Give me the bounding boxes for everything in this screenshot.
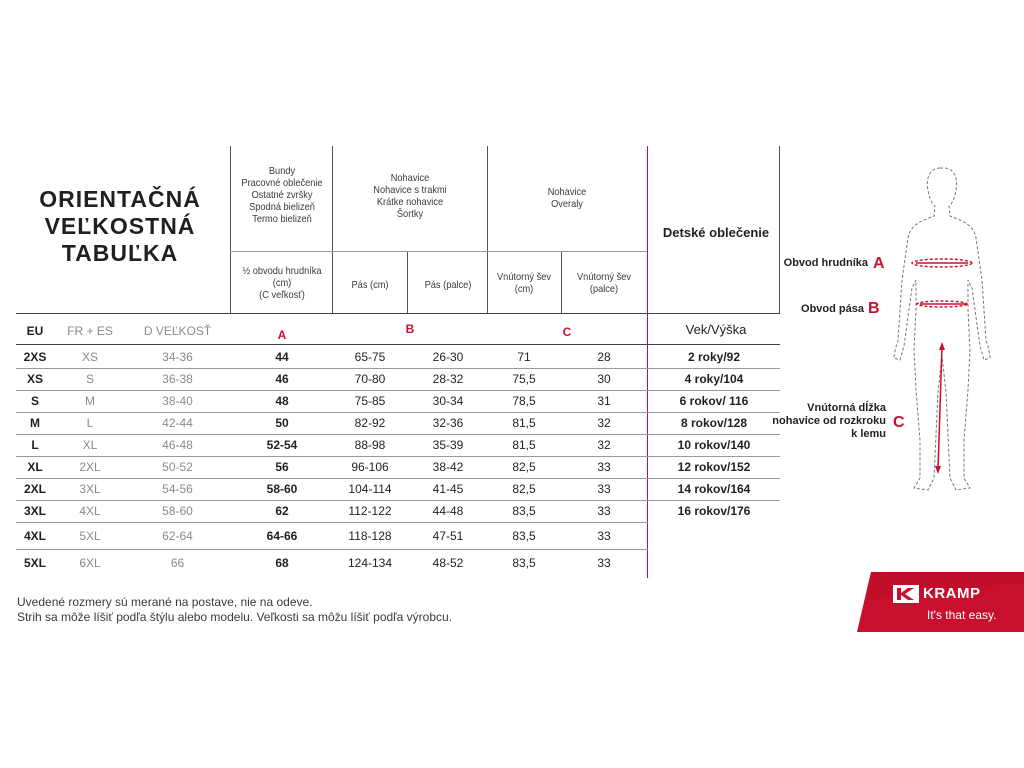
cell-c-in: 33 — [597, 504, 611, 518]
subheader-waist-in: Pás (palce) — [424, 279, 472, 291]
cell-d: 58-60 — [162, 504, 193, 518]
header-kids: Detské oblečenie — [662, 225, 770, 240]
inseam-arrow — [938, 346, 942, 470]
divider — [16, 313, 780, 314]
body-outline — [894, 168, 990, 490]
cell-a: 52-54 — [266, 438, 298, 452]
cell-b-in: 26-30 — [432, 350, 464, 364]
cell-b-cm: 70-80 — [354, 372, 386, 386]
cell-fr-es: L — [86, 416, 94, 430]
cell-c-in: 33 — [597, 529, 611, 543]
cell-eu: XL — [27, 460, 43, 474]
brand-name: KRAMP — [923, 585, 981, 602]
cell-a: 50 — [275, 416, 289, 430]
cell-a: 58-60 — [266, 482, 298, 496]
cell-a: 48 — [275, 394, 289, 408]
cell-b-cm: 65-75 — [354, 350, 386, 364]
cell-b-cm: 124-134 — [347, 556, 393, 570]
inseam-label: Vnútorná dĺžka nohavice od rozkroku k lemu — [772, 402, 886, 440]
cell-b-in: 44-48 — [432, 504, 464, 518]
waist-letter: B — [868, 300, 880, 317]
cell-d: 66 — [170, 556, 185, 570]
divider — [561, 252, 562, 313]
cell-eu: 3XL — [23, 504, 46, 518]
cell-b-cm: 88-98 — [354, 438, 386, 452]
cell-a: 64-66 — [266, 529, 298, 543]
cell-b-in: 28-32 — [432, 372, 464, 386]
arrow-head-icon — [939, 342, 945, 350]
cell-c-cm: 78,5 — [512, 394, 536, 408]
cell-kids: 8 rokov/128 — [680, 416, 748, 430]
cell-d: 50-52 — [162, 460, 193, 474]
brand-banner — [857, 572, 1024, 632]
cell-fr-es: XS — [81, 350, 98, 364]
cell-eu: XS — [26, 372, 43, 386]
cell-a: 62 — [275, 504, 289, 518]
cell-fr-es: 5XL — [79, 529, 101, 543]
col-a: A — [277, 328, 287, 342]
header-group-overalls: Nohavice Overaly — [547, 186, 587, 210]
cell-fr-es: 3XL — [79, 482, 101, 496]
cell-c-cm: 75,5 — [512, 372, 536, 386]
cell-eu: 2XL — [23, 482, 46, 496]
cell-fr-es: 6XL — [79, 556, 101, 570]
cell-d: 38-40 — [162, 394, 193, 408]
subheader-inseam-cm: Vnútorný šev (cm) — [497, 271, 551, 295]
cell-b-in: 35-39 — [432, 438, 464, 452]
subheader-waist-cm: Pás (cm) — [351, 279, 389, 291]
chest-letter: A — [873, 255, 885, 272]
cell-d: 54-56 — [162, 482, 193, 496]
col-age: Vek/Výška — [685, 322, 747, 337]
cell-c-in: 31 — [597, 394, 611, 408]
cell-c-cm: 82,5 — [512, 460, 536, 474]
cell-a: 46 — [275, 372, 289, 386]
row-divider — [16, 368, 780, 369]
body-figure — [880, 160, 1010, 500]
cell-b-in: 38-42 — [432, 460, 464, 474]
brand-tagline: It's that easy. — [927, 608, 997, 622]
cell-eu: 2XS — [23, 350, 47, 364]
cell-fr-es: XL — [82, 438, 98, 452]
kramp-logo-icon — [893, 585, 919, 603]
cell-c-in: 33 — [597, 482, 611, 496]
cell-fr-es: M — [85, 394, 95, 408]
cell-eu: M — [30, 416, 40, 430]
divider — [487, 146, 488, 313]
cell-d: 42-44 — [162, 416, 193, 430]
cell-kids: 16 rokov/176 — [677, 504, 751, 518]
chest-label: Obvod hrudníka — [783, 257, 868, 269]
cell-b-cm: 112-122 — [348, 504, 392, 518]
cell-eu: 5XL — [23, 556, 46, 570]
cell-kids: 4 roky/104 — [684, 372, 744, 386]
row-divider — [16, 500, 780, 501]
cell-b-cm: 75-85 — [354, 394, 386, 408]
cell-eu: S — [30, 394, 39, 408]
subheader-inseam-in: Vnútorný šev (palce) — [577, 271, 631, 295]
page-title: ORIENTAČNÁ VEĽKOSTNÁ TABUĽKA — [39, 186, 201, 266]
header-group-jackets: Bundy Pracovné oblečenie Ostatné zvršky Spodná bielizeň Termo bielizeň — [241, 165, 323, 225]
row-divider — [16, 434, 780, 435]
divider — [16, 344, 780, 345]
cell-eu: 4XL — [23, 529, 46, 543]
cell-fr-es: 2XL — [79, 460, 101, 474]
divider — [779, 146, 780, 313]
cell-b-in: 30-34 — [432, 394, 464, 408]
divider — [230, 146, 231, 313]
cell-kids: 10 rokov/140 — [677, 438, 751, 452]
cell-c-cm: 83,5 — [512, 504, 536, 518]
cell-b-in: 32-36 — [432, 416, 464, 430]
cell-fr-es: S — [85, 372, 94, 386]
col-fr-es: FR + ES — [67, 324, 113, 338]
row-divider — [16, 478, 780, 479]
header-group-trousers: Nohavice Nohavice s trakmi Krátke nohavice Šortky — [373, 172, 447, 220]
cell-c-in: 33 — [597, 460, 611, 474]
cell-b-in: 48-52 — [432, 556, 464, 570]
cell-b-cm: 82-92 — [354, 416, 386, 430]
cell-b-in: 47-51 — [432, 529, 464, 543]
footnote-2: Strih sa môže líšiť podľa štýlu alebo modelu. Veľkosti sa môžu líšiť podľa výrobcu. — [17, 610, 453, 624]
cell-eu: L — [31, 438, 39, 452]
subheader-chest: ½ obvodu hrudníka (cm) (C veľkosť) — [242, 265, 322, 301]
inseam-letter: C — [893, 414, 905, 431]
cell-kids: 12 rokov/152 — [677, 460, 751, 474]
cell-c-cm: 83,5 — [512, 556, 536, 570]
cell-c-in: 33 — [597, 556, 611, 570]
cell-a: 68 — [275, 556, 289, 570]
row-divider — [16, 456, 780, 457]
row-divider — [16, 549, 648, 550]
cell-d: 36-38 — [162, 372, 193, 386]
cell-b-cm: 104-114 — [348, 482, 392, 496]
cell-d: 46-48 — [162, 438, 193, 452]
col-eu: EU — [26, 324, 44, 338]
cell-c-in: 32 — [597, 438, 611, 452]
cell-c-in: 32 — [597, 416, 611, 430]
cell-c-in: 30 — [597, 372, 611, 386]
cell-c-in: 28 — [597, 350, 611, 364]
cell-b-cm: 96-106 — [351, 460, 389, 474]
cell-kids: 2 roky/92 — [687, 350, 741, 364]
row-divider — [16, 390, 780, 391]
col-d: D VEĽKOSŤ — [143, 324, 212, 338]
cell-a: 56 — [275, 460, 289, 474]
cell-d: 62-64 — [162, 529, 193, 543]
col-c: C — [562, 325, 572, 339]
waist-label: Obvod pása — [801, 303, 864, 315]
divider-red — [647, 146, 648, 578]
cell-kids: 6 rokov/ 116 — [679, 394, 749, 408]
cell-c-cm: 81,5 — [512, 438, 536, 452]
cell-c-cm: 81,5 — [512, 416, 536, 430]
cell-d: 34-36 — [162, 350, 193, 364]
footnote-1: Uvedené rozmery sú merané na postave, nie na odeve. — [17, 595, 313, 609]
row-divider — [16, 522, 648, 523]
cell-b-in: 41-45 — [432, 482, 464, 496]
col-b: B — [405, 322, 415, 336]
cell-kids: 14 rokov/164 — [677, 482, 751, 496]
cell-b-cm: 118-128 — [348, 529, 392, 543]
divider — [332, 146, 333, 313]
cell-c-cm: 82,5 — [512, 482, 536, 496]
arrow-head-icon — [935, 466, 941, 474]
cell-c-cm: 71 — [517, 350, 531, 364]
divider — [230, 251, 647, 252]
divider — [407, 252, 408, 313]
row-divider — [16, 412, 780, 413]
cell-c-cm: 83,5 — [512, 529, 536, 543]
cell-fr-es: 4XL — [79, 504, 101, 518]
cell-a: 44 — [275, 350, 289, 364]
